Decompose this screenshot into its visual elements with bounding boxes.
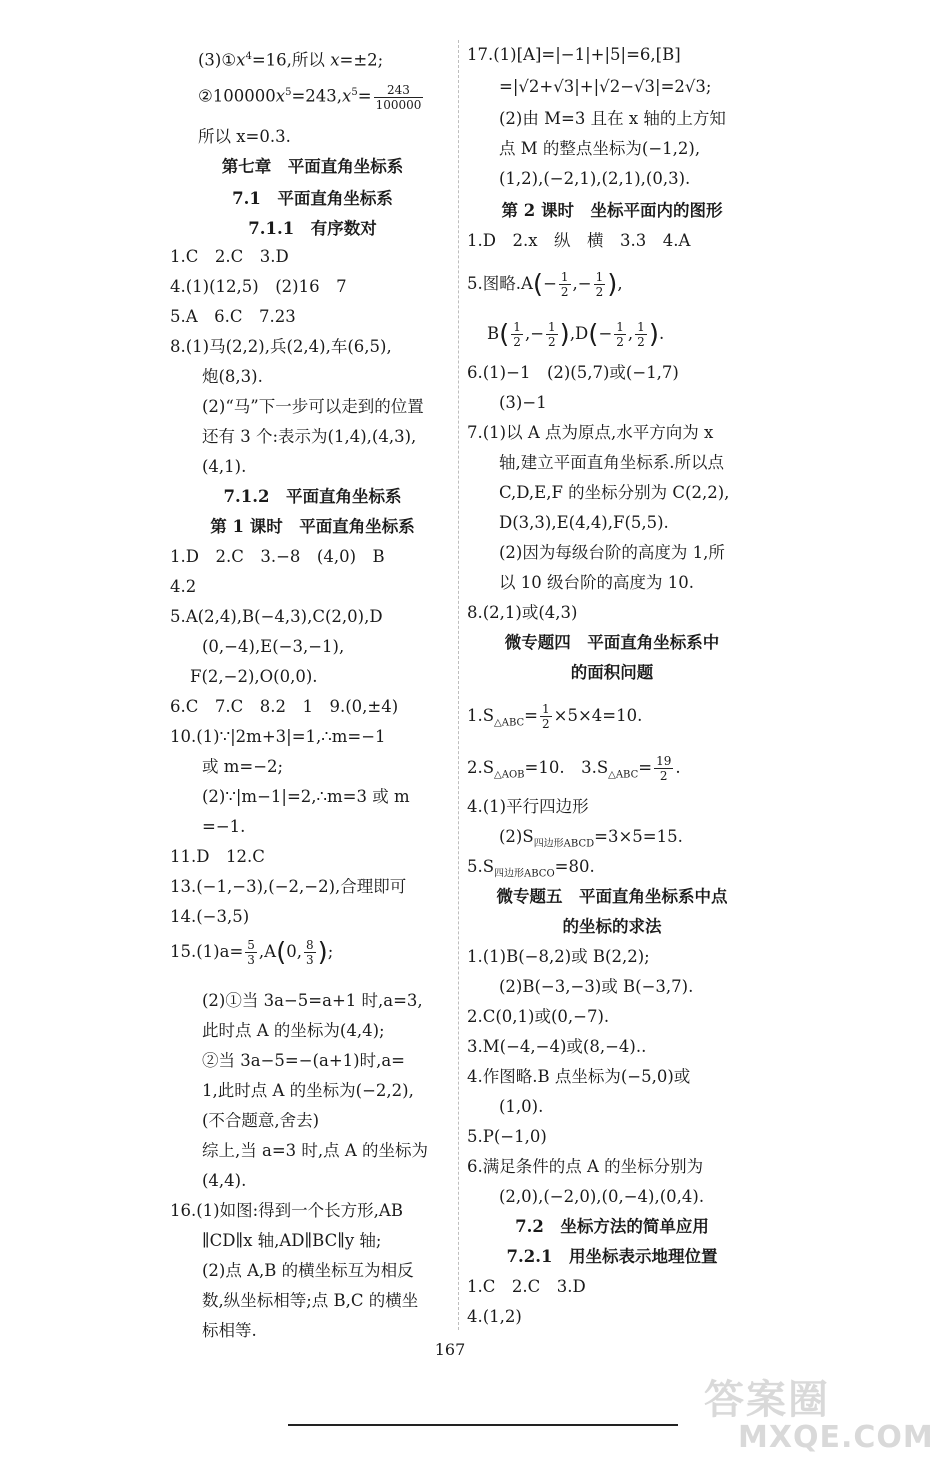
topic-heading: 微专题四 平面直角坐标系中 xyxy=(504,633,720,652)
answer-line: 4.(1)(12,5) (2)16 7 xyxy=(170,277,347,296)
fraction: $\frac{1}{2}$ xyxy=(541,702,550,731)
answer-line: 点 M 的整点坐标为(−1,2), xyxy=(499,139,701,158)
answer-line: 6.(1)−1 (2)(5,7)或(−1,7) xyxy=(467,363,679,382)
fraction: $\frac{8}{3}$ xyxy=(306,938,314,967)
answer-line: 1.C 2.C 3.D xyxy=(170,247,289,266)
answer-line: (2)①当 3a−5=a+1 时,a=3, xyxy=(202,991,423,1010)
fraction: $\frac{19}{2}$ xyxy=(656,754,672,783)
answer-line: 综上,当 a=3 时,点 A 的坐标为 xyxy=(202,1141,429,1160)
answer-line: ②当 3a−5=−(a+1)时,a= xyxy=(202,1051,405,1070)
lesson-heading: 第 2 课时 坐标平面内的图形 xyxy=(501,201,723,220)
answer-line: C,D,E,F 的坐标分别为 C(2,2), xyxy=(499,483,730,502)
answer-line: 13.(−1,−3),(−2,−2),合理即可 xyxy=(170,877,407,896)
answer-line: 6.满足条件的点 A 的坐标分别为 xyxy=(467,1157,704,1176)
answer-line: 1,此时点 A 的坐标为(−2,2), xyxy=(202,1081,414,1100)
answer-line: 8.(1)马(2,2),兵(2,4),车(6,5), xyxy=(170,337,392,356)
answer-line: 轴,建立平面直角坐标系.所以点 xyxy=(499,453,724,472)
answer-line: =|√2+√3|+|√2−√3|=2√3; xyxy=(499,77,712,96)
answer-line: 此时点 A 的坐标为(4,4); xyxy=(202,1021,385,1040)
answer-line: (2)由 M=3 且在 x 轴的上方知 xyxy=(499,109,726,128)
section-heading: 7.1 平面直角坐标系 xyxy=(232,189,393,208)
topic-heading: 的坐标的求法 xyxy=(562,917,662,936)
fraction: $\frac{1}{2}$ xyxy=(595,270,604,299)
page-number: 167 xyxy=(434,1340,466,1359)
fraction: $\frac{1}{2}$ xyxy=(560,270,569,299)
answer-line: (4,4). xyxy=(202,1171,247,1190)
watermark-logo xyxy=(704,1368,934,1464)
watermark-text: 答案圈 xyxy=(704,1377,830,1423)
answer-line: ∥CD∥x 轴,AD∥BC∥y 轴; xyxy=(202,1231,382,1250)
answer-line: 16.(1)如图:得到一个长方形,AB xyxy=(170,1201,403,1220)
answer-line: 所以 x=0.3. xyxy=(198,127,291,146)
answer-line: (1,2),(−2,1),(2,1),(0,3). xyxy=(499,169,691,188)
answer-line: 4.(1)平行四边形 xyxy=(467,797,589,816)
answer-line: 14.(−3,5) xyxy=(170,907,250,926)
answer-line: 6.C 7.C 8.2 1 9.(0,±4) xyxy=(170,697,399,716)
answer-line: (0,−4),E(−3,−1), xyxy=(202,637,345,656)
answer-line: 3.M(−4,−4)或(8,−4).. xyxy=(467,1037,647,1056)
answer-line: 以 10 级台阶的高度为 10. xyxy=(499,573,694,592)
column-divider xyxy=(458,40,460,1330)
answer-line: 5.图略.A(− $\frac{1}{2}$ ,− $\frac{1}{2}$ ), xyxy=(467,269,623,300)
answer-line: 数,纵坐标相等;点 B,C 的横坐 xyxy=(202,1291,419,1310)
answer-line: (2)∵|m−1|=2,∴m=3 或 m xyxy=(202,787,410,806)
answer-line: 还有 3 个:表示为(1,4),(4,3), xyxy=(202,427,417,446)
answer-line: (2)“马”下一步可以走到的位置 xyxy=(202,397,424,416)
section-heading: 7.2 坐标方法的简单应用 xyxy=(515,1217,709,1236)
answer-line: $②100000x^5=243,x^5=$ $\frac{243}{100000}$ xyxy=(198,82,422,112)
subsection-heading: 7.1.2 平面直角坐标系 xyxy=(223,487,402,506)
answer-line: 1.(1)B(−8,2)或 B(2,2); xyxy=(467,947,650,966)
answer-line: (不合题意,舍去) xyxy=(202,1111,320,1130)
answer-line: (2)因为每级台阶的高度为 1,所 xyxy=(499,543,725,562)
answer-line: 1.C 2.C 3.D xyxy=(467,1277,586,1296)
answer-line: 7.(1)以 A 点为原点,水平方向为 x xyxy=(467,423,714,442)
footer-rule xyxy=(288,1424,678,1426)
answer-line: 5.P(−1,0) xyxy=(467,1127,547,1146)
answer-line: 5.A(2,4),B(−4,3),C(2,0),D xyxy=(170,607,383,626)
fraction: $\frac{1}{2}$ xyxy=(548,320,556,349)
answer-line: B( $\frac{1}{2}$ ,− $\frac{1}{2}$ ),D(− $\frac{1}{2}$ , $\frac{1}{2}$ ). xyxy=(487,319,665,350)
answer-line: =−1. xyxy=(202,817,246,836)
answer-line: 17.(1)[A]=|−1|+|5|=6,[B] xyxy=(467,45,681,64)
answer-line: 标相等. xyxy=(202,1321,257,1340)
answer-line: 15.(1)a= $\frac{5}{3}$ ,A(0, $\frac{8}{3}$ ); xyxy=(170,937,334,968)
fraction: $\frac{243}{100000}$ xyxy=(375,82,422,112)
answer-line: 1.D 2.x 纵 横 3.3 4.A xyxy=(467,231,691,250)
subsection-heading: 7.2.1 用坐标表示地理位置 xyxy=(506,1247,718,1266)
answer-line: 4.(1,2) xyxy=(467,1307,522,1326)
answer-line: 5.A 6.C 7.23 xyxy=(170,307,296,326)
chapter-heading: 第七章 平面直角坐标系 xyxy=(221,157,404,176)
fraction: $\frac{1}{2}$ xyxy=(513,320,521,349)
answer-line: $5.S_{四边形ABCO}=80$. xyxy=(467,857,595,880)
fraction: $\frac{5}{3}$ xyxy=(247,938,255,967)
answer-line: $1.S_{\triangle ABC}=$ $\frac{1}{2}$ ×5×4=10. xyxy=(467,702,643,731)
answer-line: 4.2 xyxy=(170,577,197,596)
answer-line: (2,0),(−2,0),(0,−4),(0,4). xyxy=(499,1187,705,1206)
answer-line: (1,0). xyxy=(499,1097,544,1116)
answer-line: (3)−1 xyxy=(499,393,547,412)
answer-line: 或 m=−2; xyxy=(202,757,284,776)
topic-heading: 微专题五 平面直角坐标系中点 xyxy=(496,887,728,906)
answer-line: (2)点 A,B 的横坐标互为相反 xyxy=(202,1261,414,1280)
answer-line: 炮(8,3). xyxy=(202,367,263,386)
topic-heading: 的面积问题 xyxy=(570,663,654,682)
answer-line: $2.S_{\triangle AOB}=10$. $3.S_{\triangle ABC}=$ $\frac{19}{2}$ . xyxy=(467,754,681,783)
fraction: $\frac{1}{2}$ xyxy=(616,320,624,349)
answer-line: 11.D 12.C xyxy=(170,847,265,866)
watermark-url: MXQE.COM xyxy=(738,1420,934,1455)
answer-line: 2.C(0,1)或(0,−7). xyxy=(467,1007,610,1026)
answer-line: (2)B(−3,−3)或 B(−3,7). xyxy=(499,977,694,996)
answer-line: 10.(1)∵|2m+3|=1,∴m=−1 xyxy=(170,727,386,746)
fraction: $\frac{1}{2}$ xyxy=(637,320,645,349)
answer-line: 8.(2,1)或(4,3) xyxy=(467,603,578,622)
answer-line: 1.D 2.C 3.−8 (4,0) B xyxy=(170,547,385,566)
answer-line: (4,1). xyxy=(202,457,247,476)
subsection-heading: 7.1.1 有序数对 xyxy=(248,219,377,238)
lesson-heading: 第 1 课时 平面直角坐标系 xyxy=(210,517,415,536)
answer-line: $(3)①x^4=16$,所以 x=±2; xyxy=(198,50,384,70)
answer-line: F(2,−2),O(0,0). xyxy=(190,667,318,686)
answer-line: D(3,3),E(4,4),F(5,5). xyxy=(499,513,669,532)
answer-line: $(2)S_{四边形ABCD}=3\times 5=15$. xyxy=(499,827,683,850)
answer-line: 4.作图略.B 点坐标为(−5,0)或 xyxy=(467,1067,691,1086)
